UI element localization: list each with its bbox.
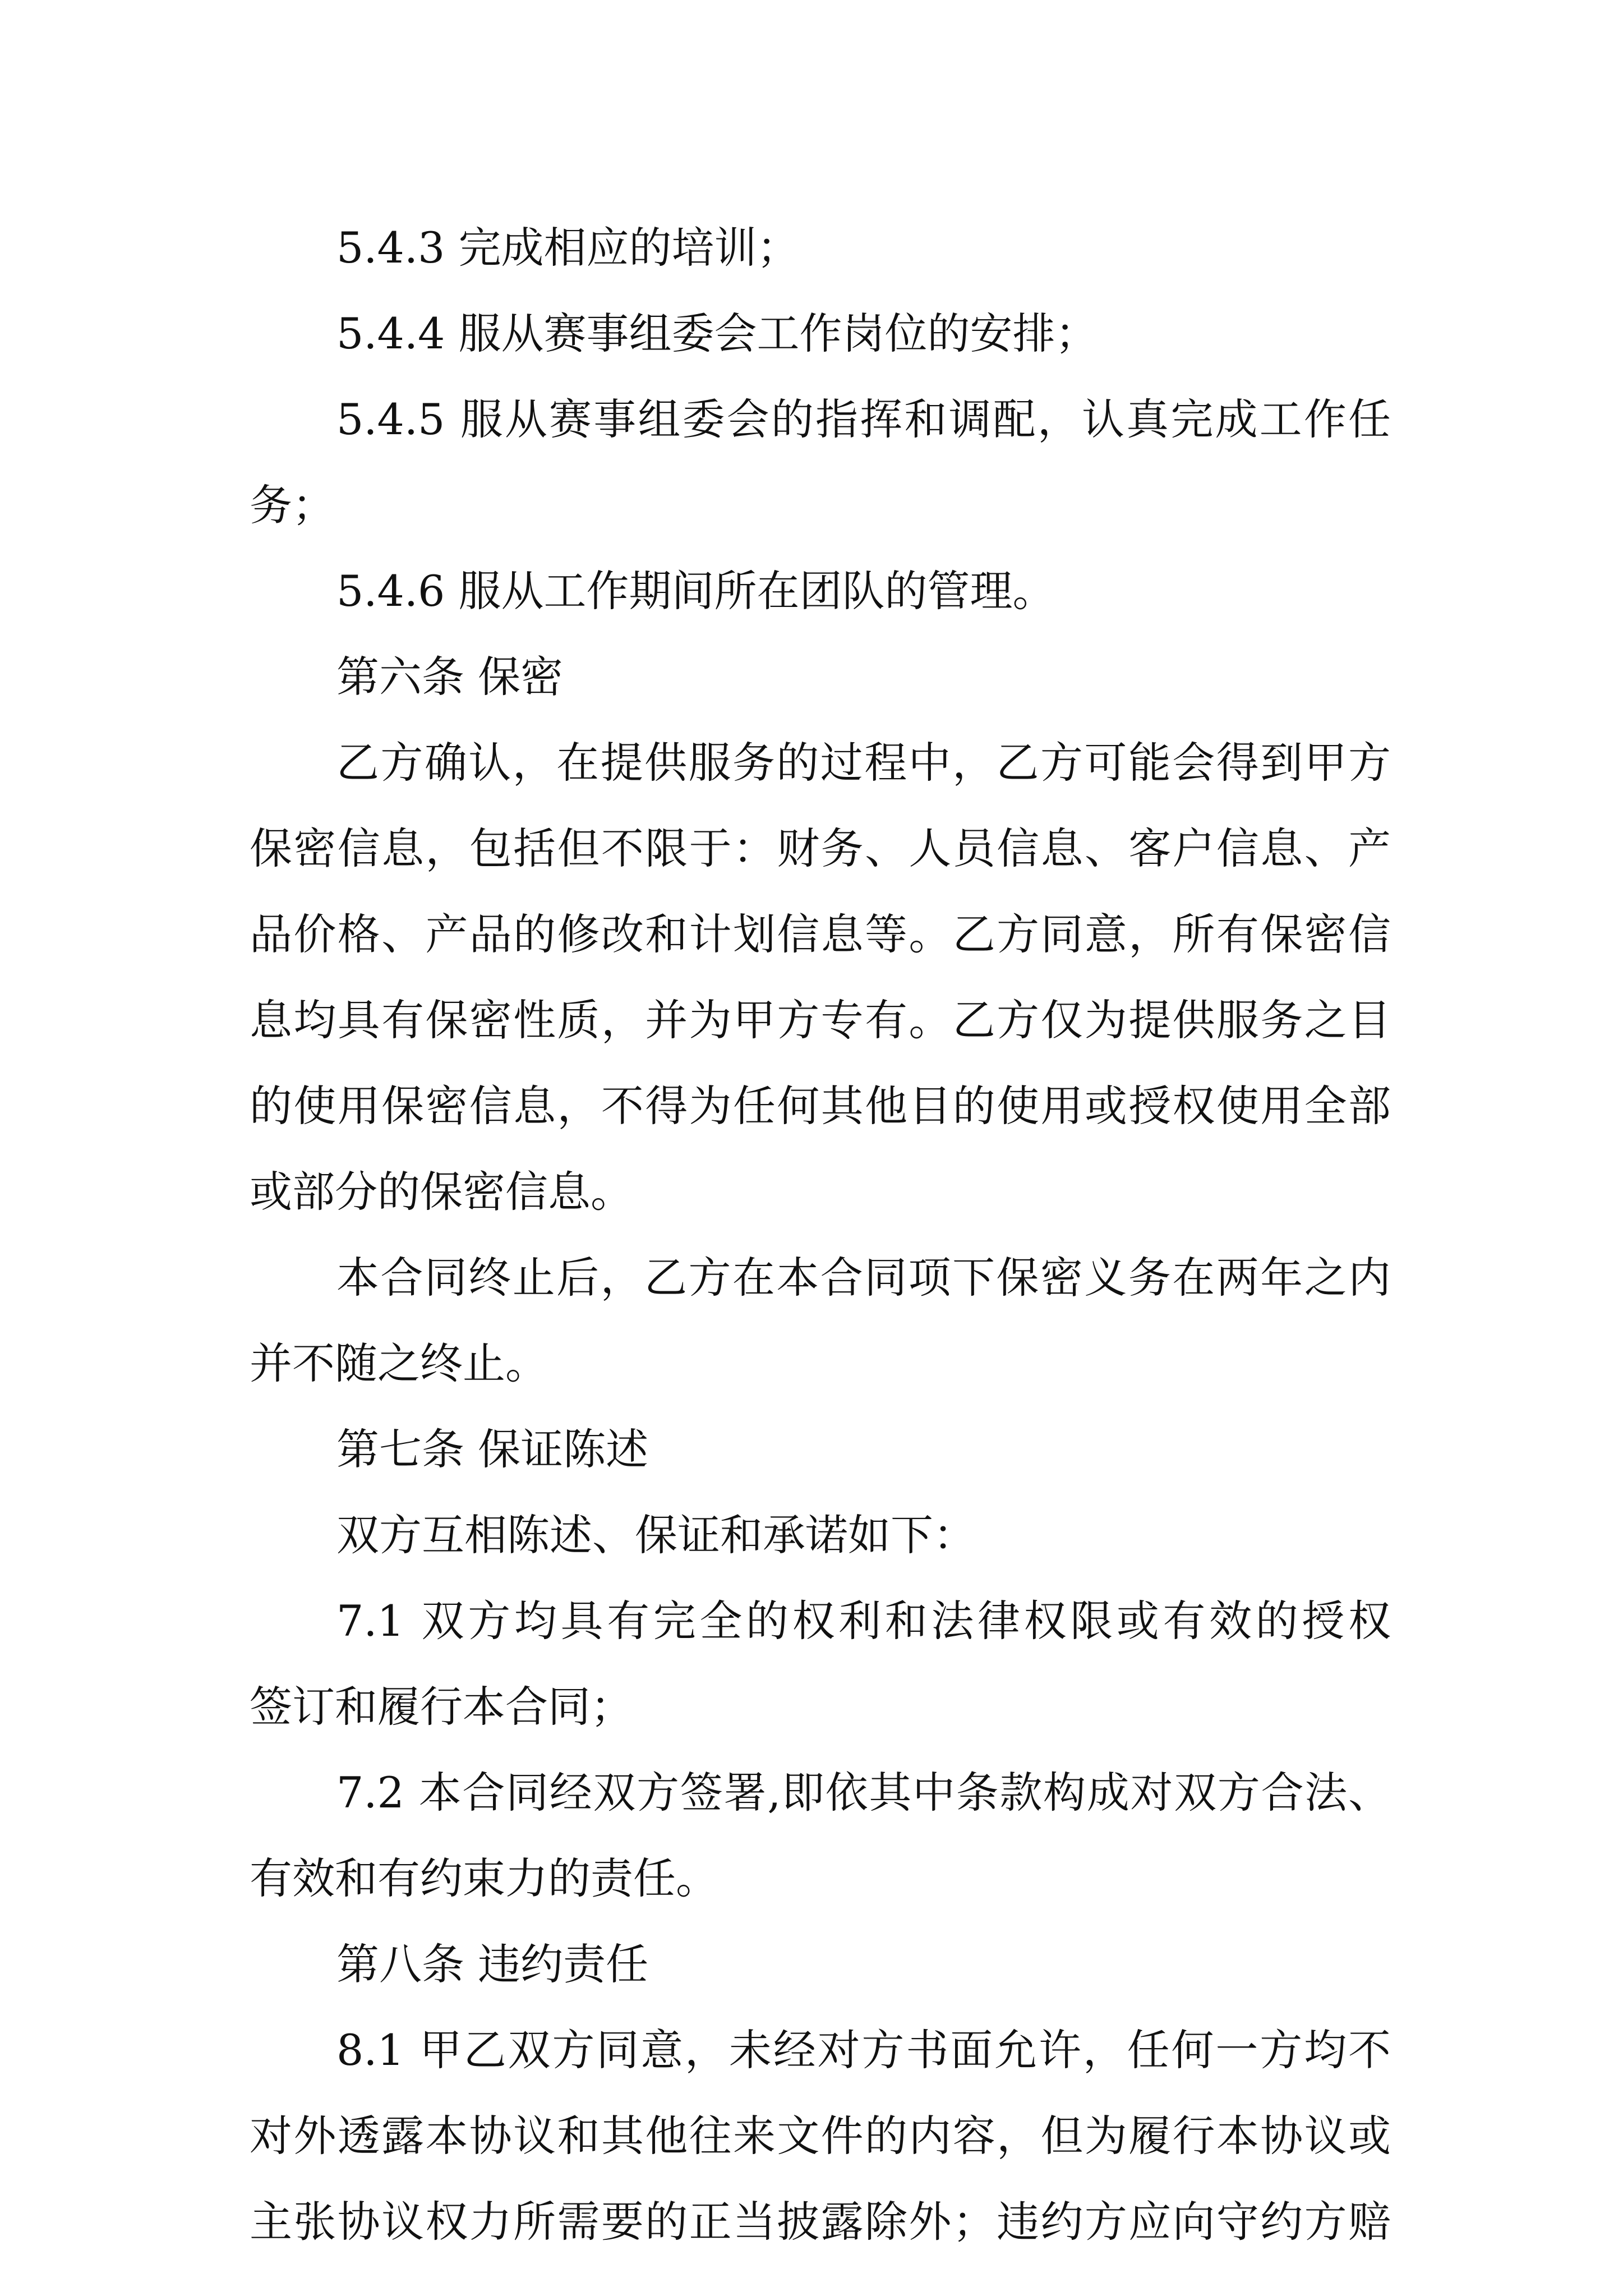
text-line: 对外透露本协议和其他往来文件的内容，但为履行本协议或 (250, 2111, 1391, 2161)
text-line: 双方互相陈述、保证和承诺如下： (336, 1510, 976, 1560)
text-line: 7.2 本合同经双方签署,即依其中条款构成对双方合法、 (336, 1768, 1391, 1818)
text-line: 8.1 甲乙双方同意，未经对方书面允许，任何一方均不 (336, 2025, 1391, 2075)
section-heading: 第八条 违约责任 (336, 1939, 649, 1989)
section-heading: 第七条 保证陈述 (336, 1424, 649, 1474)
text-line: 签订和履行本合同； (250, 1682, 633, 1732)
text-line: 5.4.3 完成相应的培训； (336, 223, 800, 273)
text-line: 5.4.4 服从赛事组委会工作岗位的安排； (336, 309, 1098, 358)
text-line: 5.4.6 服从工作期间所在团队的管理。 (336, 566, 1055, 616)
text-line: 乙方确认，在提供服务的过程中，乙方可能会得到甲方 (336, 738, 1391, 788)
text-line: 息均具有保密性质，并为甲方专有。乙方仅为提供服务之目 (250, 995, 1391, 1045)
text-line: 7.1 双方均具有完全的权利和法律权限或有效的授权 (336, 1596, 1391, 1646)
text-line: 品价格、产品的修改和计划信息等。乙方同意，所有保密信 (250, 909, 1391, 959)
text-line: 本合同终止后，乙方在本合同项下保密义务在两年之内 (336, 1253, 1391, 1303)
text-line: 保密信息，包括但不限于：财务、人员信息、客户信息、产 (250, 823, 1391, 873)
text-line: 主张协议权力所需要的正当披露除外；违约方应向守约方赔 (250, 2197, 1391, 2247)
text-line: 或部分的保密信息。 (250, 1167, 633, 1217)
text-line: 的使用保密信息，不得为任何其他目的使用或授权使用全部 (250, 1081, 1391, 1131)
text-line: 5.4.5 服从赛事组委会的指挥和调配，认真完成工作任 (336, 394, 1391, 444)
section-heading: 第六条 保密 (336, 652, 564, 702)
document-body (250, 205, 1391, 2265)
text-line: 务； (250, 480, 335, 530)
text-line: 有效和有约束力的责任。 (250, 1853, 718, 1903)
text-line: 并不随之终止。 (250, 1338, 548, 1388)
